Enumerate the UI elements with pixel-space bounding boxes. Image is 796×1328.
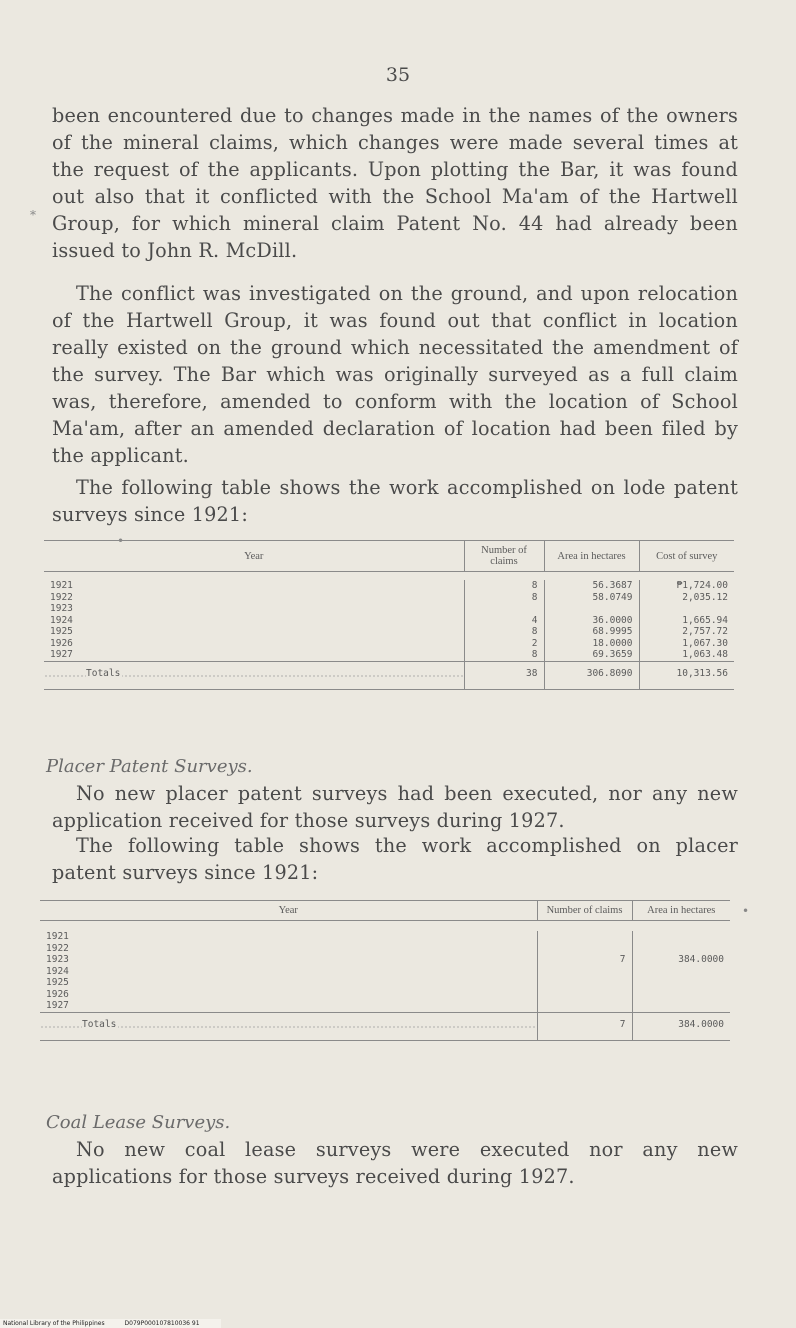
row-claims: 8 (464, 580, 544, 592)
table-row (40, 989, 730, 1001)
row-year: 1923 (46, 954, 69, 965)
row-area (632, 943, 730, 955)
table-row (44, 615, 734, 627)
row-area (632, 989, 730, 1001)
table-row (40, 954, 730, 966)
margin-mark: • (117, 534, 125, 548)
row-cost: 2,757.72 (639, 626, 734, 638)
row-year: 1924 (50, 614, 73, 626)
row-area: 36.0000 (544, 615, 639, 627)
table-row (44, 603, 734, 615)
col-header-year: Year (44, 541, 464, 572)
table-row (40, 943, 730, 955)
row-claims: 8 (464, 626, 544, 638)
row-claims: 8 (464, 649, 544, 661)
paragraph-placer-intro: The following table shows the work accomplished on placer patent surveys since 1921: (52, 834, 738, 884)
row-claims (537, 977, 632, 989)
table-row (40, 977, 730, 989)
row-year: 1921 (46, 931, 69, 942)
paragraph-continuation: been encountered due to changes made in the names of the owners of the mineral claims, which changes were made several times at the request of the applicants. Upon plotting the Bar, it was found out also that it conflicted with the School Ma'am of the Hartwell Group, for which mineral claim Patent No. 44 had already been issued to John R. McDill. (52, 104, 738, 262)
row-claims (464, 603, 544, 615)
row-area (632, 931, 730, 943)
totals-cost: 10,313.56 (639, 661, 734, 690)
row-cost (639, 603, 734, 615)
row-year: 1921 (50, 580, 73, 591)
totals-claims: 7 (537, 1012, 632, 1041)
row-year: 1922 (50, 591, 73, 603)
row-area (544, 603, 639, 615)
table-row (40, 966, 730, 978)
row-claims: 4 (464, 615, 544, 627)
row-area (632, 1000, 730, 1012)
table-row (44, 626, 734, 638)
paragraph-conflict: The conflict was investigated on the ground, and upon relocation of the Hartwell Group, it was found out that conflict in location really existed on the ground which necessitated the amendment of the survey. The Bar which was originally surveyed as a full claim was, therefore, amended to conform with the location of School Ma'am, after an amended declaration of location had been filed by the applicant. (52, 282, 738, 467)
lode-survey-table (44, 540, 734, 690)
row-area (632, 966, 730, 978)
col-header-year: Year (40, 901, 537, 921)
table-row (44, 592, 734, 604)
heading-coal-lease-surveys: Coal Lease Surveys. (46, 1112, 231, 1133)
totals-label: Totals (82, 1018, 117, 1030)
row-claims (537, 966, 632, 978)
row-year: 1925 (50, 626, 73, 637)
table-row (40, 1000, 730, 1012)
table-row (44, 580, 734, 592)
margin-mark: • (742, 904, 750, 918)
col-header-area: Area in hectares (632, 901, 730, 921)
row-area: 384.0000 (632, 954, 730, 966)
row-claims (537, 989, 632, 1001)
row-claims (537, 943, 632, 955)
row-cost: ₱1,724.00 (639, 580, 734, 592)
row-year: 1927 (50, 649, 73, 660)
row-year: 1924 (46, 965, 69, 977)
page-number: 35 (385, 64, 411, 86)
paragraph-lode-intro: The following table shows the work accomplished on lode patent surveys since 1921: (52, 476, 738, 526)
row-year: 1925 (46, 977, 69, 988)
row-cost: 1,063.48 (639, 649, 734, 661)
row-area: 56.3687 (544, 580, 639, 592)
row-year: 1927 (46, 1000, 69, 1011)
table-row (44, 649, 734, 661)
col-header-claims: Number of claims (537, 901, 632, 921)
totals-area: 384.0000 (632, 1012, 730, 1041)
row-claims: 2 (464, 638, 544, 650)
footer-library: National Library of the Philippines (3, 1320, 105, 1327)
row-claims (537, 1000, 632, 1012)
col-header-cost: Cost of survey (639, 541, 734, 572)
totals-label: Totals (86, 667, 121, 679)
row-year: 1923 (50, 603, 73, 614)
paragraph-coal-none: No new coal lease surveys were executed nor any new applications for those surveys received during 1927. (52, 1138, 738, 1188)
row-year: 1926 (50, 637, 73, 649)
col-header-area: Area in hectares (544, 541, 639, 572)
row-area: 58.0749 (544, 592, 639, 604)
row-area: 68.9995 (544, 626, 639, 638)
totals-claims: 38 (464, 661, 544, 690)
table-row (40, 931, 730, 943)
row-year: 1922 (46, 942, 69, 954)
row-cost: 2,035.12 (639, 592, 734, 604)
margin-mark: * (30, 208, 36, 222)
scan-footer (0, 1319, 221, 1328)
heading-placer-patent-surveys: Placer Patent Surveys. (46, 756, 253, 777)
row-area (632, 977, 730, 989)
row-claims: 8 (464, 592, 544, 604)
table-row (44, 638, 734, 650)
totals-area: 306.8090 (544, 661, 639, 690)
row-year: 1926 (46, 988, 69, 1000)
row-area: 18.0000 (544, 638, 639, 650)
footer-code: D079P000107810036 91 (124, 1320, 200, 1327)
row-area: 69.3659 (544, 649, 639, 661)
row-claims: 7 (537, 954, 632, 966)
placer-survey-table (40, 900, 730, 1041)
paragraph-placer-none: No new placer patent surveys had been executed, nor any new application received for those surveys during 1927. (52, 782, 738, 832)
col-header-claims: Number of claims (464, 541, 544, 572)
row-cost: 1,665.94 (639, 615, 734, 627)
row-cost: 1,067.30 (639, 638, 734, 650)
row-claims (537, 931, 632, 943)
